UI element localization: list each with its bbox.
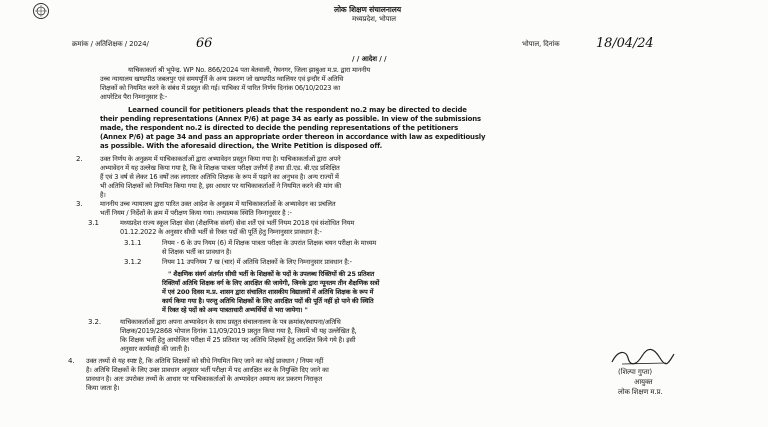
para1-line: शिक्षकों को नियमित करने के संबंध में प्रस्तुत की गई। याचिका में पारित निर्णय दिनांक 06/10/2023 का bbox=[100, 84, 340, 92]
rule-quote-line: में रिक्त रहे पदों को अन्य पात्रताधारी अभ्यर्थियों से भरा जायेगा। " bbox=[162, 306, 308, 314]
para2-line: भी अतिथि शिक्षकों को नियमित किया गया है, इस आधार पर याचिकाकर्ताओं ने नियमित करने की मांग की bbox=[100, 182, 341, 190]
handwritten-signature bbox=[608, 346, 678, 368]
para312-number: 3.1.2 bbox=[124, 258, 142, 266]
para2-line: हैं एवं 3 वर्ष से लेकर 16 वर्षों तक लगातार अतिथि शिक्षक के रूप में पढ़ाने का अनुभव है। अन्य राज्यों में bbox=[100, 173, 339, 181]
para4-line: उक्त तथ्यों से यह स्पष्ट है, कि अतिथि शिक्षकों को सीधे नियमित किए जाने का कोई प्रावधान / नियम नहीं bbox=[86, 357, 324, 365]
para3-line: भर्ती नियम / निर्देशों के क्रम में परीक्षण किया गया। तथ्यात्मक स्थिति निम्नानुसार है :- bbox=[100, 209, 292, 217]
para31-number: 3.1 bbox=[88, 219, 99, 227]
para4-line: किया जाता है। bbox=[86, 384, 120, 392]
para311-line: से शिक्षक भर्ती का प्रावधान है। bbox=[162, 248, 232, 256]
office-location: मध्यप्रदेश, भोपाल bbox=[352, 15, 396, 23]
state-emblem-icon bbox=[32, 2, 50, 20]
signatory-name: (शिल्पा गुप्ता) bbox=[618, 368, 653, 376]
order-date: 18/04/24 bbox=[596, 36, 654, 51]
para2-line: अभ्यावेदन में यह उल्लेख किया गया है, कि वे शिक्षक पात्रता परीक्षा उत्तीर्ण हैं तथा डी.एड. बी.एड प्रशिक्षित bbox=[100, 164, 340, 172]
rule-quote-line: कार्य किया गया है। परन्तु अतिथि शिक्षकों के लिए आरक्षित पदों की पूर्ति नहीं हो पाने की स्थिति bbox=[162, 297, 374, 305]
reference-number: 66 bbox=[196, 36, 213, 51]
para4-line: प्रावधान है। अतः उपरोक्त तथ्यों के आधार पर याचिकाकर्ताओं के अभ्यावेदन अमान्य कर प्रकरण निराकृत bbox=[86, 375, 322, 383]
para31-line: 01.12.2022 के अनुसार सीधी भर्ती से रिक्त पदों की पूर्ति हेतु निम्नानुसार प्रावधान है:- bbox=[120, 228, 322, 236]
para32-number: 3.2. bbox=[88, 318, 101, 326]
quote-line: made, the respondent no.2 is directed to decide the pending representations of the petitioners bbox=[100, 124, 459, 132]
order-title: / / आदेश / / bbox=[352, 55, 387, 63]
reference-label: क्रमांक / अतिशिक्षक / 2024/ bbox=[72, 40, 149, 48]
rule-quote-line: रिक्तियाँ अतिथि शिक्षक वर्ग के लिए आरक्षित की जायेगी, जिनके द्वारा न्यूनतम तीन शैक्षणिक सत्रों bbox=[162, 279, 380, 287]
signatory-designation: आयुक्त bbox=[634, 378, 653, 386]
para311-number: 3.1.1 bbox=[124, 239, 142, 247]
para2-number: 2. bbox=[76, 155, 83, 163]
para32-line: शिक्षक/2019/2868 भोपाल दिनांक 11/09/2019 प्रस्तुत किया गया है, जिसमें भी यह उल्लेखित है, bbox=[120, 327, 357, 335]
para32-line: याचिकाकर्ताओं द्वारा अपना अभ्यावेदन के साथ प्रस्तुत संचालनालय के पत्र क्रमांक/स्थापना/अतिथि bbox=[120, 318, 341, 326]
rule-quote-line: में एवं 200 दिवस म.प्र. शासन द्वारा संचालित शासकीय विद्यालयों में अतिथि शिक्षक के रूप में bbox=[162, 288, 374, 296]
quote-line: Learned council for petitioners pleads that the respondent no.2 may be directed to decide bbox=[128, 106, 467, 114]
para1-line: याचिकाकर्ता श्री भूपेन्द्र. WP No. 866/2024 पता बेतवाली, गेघनगर, जिला झाबुआ म.प्र. द्वारा माननीय bbox=[128, 66, 371, 74]
para4-number: 4. bbox=[68, 357, 75, 365]
para311-line: नियम - 6 के उप नियम (6) में शिक्षक पात्रता परीक्षा के उपरांत शिक्षक चयन परीक्षा के माध्यम bbox=[162, 239, 377, 247]
quote-line: as possible. With the aforesaid direction, the Write Petition is disposed off. bbox=[100, 142, 383, 150]
place-date-label: भोपाल, दिनांक bbox=[522, 40, 560, 48]
para3-line: माननीय उच्च न्यायालय द्वारा पारित उक्त आदेश के अनुक्रम में याचिकाकर्ताओं के अभ्यावेदन का प्रचलित bbox=[100, 200, 336, 208]
para1-line: उच्च न्यायालय खण्डपीठ जबलपुर एवं समयपूर्ति के अन्य प्रकरण जो खण्डपीठ ग्वालियर एवं इन्दौर में अतिथि bbox=[100, 75, 344, 83]
office-name: लोक शिक्षण संचालनालय bbox=[334, 5, 401, 14]
para3-number: 3. bbox=[76, 200, 83, 208]
para32-line: अनुसार कार्यवाही की जाती है। bbox=[120, 345, 190, 353]
quote-line: (Annex P/6) at page 34 and pass an appropriate order thereon in accordance with law as expeditiously bbox=[100, 133, 486, 141]
para4-line: है। अतिथि शिक्षकों के लिए उक्त प्रावधान अनुसार भर्ती परीक्षा में पद आरक्षित कर के नियुक्ति दिए जाने का bbox=[86, 366, 329, 374]
para312-line: नियम 11 उपनियम 7 ख (चार) में अतिथि शिक्षकों के लिए निम्नानुसार प्रावधान है:- bbox=[162, 258, 352, 266]
para2-line: है। bbox=[100, 191, 106, 199]
para31-line: मध्यप्रदेश राज्य स्कूल शिक्षा सेवा (शैक्षणिक संवर्ग) सेवा शर्तें एवं भर्ती नियम 2018 एवं संशोधित नियम bbox=[120, 219, 355, 227]
para32-line: कि शिक्षक भर्ती हेतु आयोजित परीक्षा में 25 प्रतिशत पद अतिथि शिक्षकों हेतु आरक्षित किये गये है। इसी bbox=[120, 336, 356, 344]
para1-line: आपरेटिव पैरा निम्नानुसार है:- bbox=[100, 93, 168, 101]
signatory-office: लोक शिक्षण म.प्र. bbox=[618, 388, 663, 396]
rule-quote-line: " शैक्षणिक संवर्ग अंतर्गत सीधी भर्ती के शिक्षकों के पदों के उपलब्ध रिक्तियों की 25 प्रतिशत bbox=[168, 270, 375, 278]
para2-line: उक्त निर्णय के अनुक्रम में याचिकाकर्ताओं द्वारा अभ्यावेदन प्रस्तुत किया गया है। याचिकाकर्ताओं द्वारा अपने bbox=[100, 155, 341, 163]
quote-line: their pending representations (Annex P/6) at page 34 as early as possible. In view of the submissions bbox=[100, 115, 481, 123]
